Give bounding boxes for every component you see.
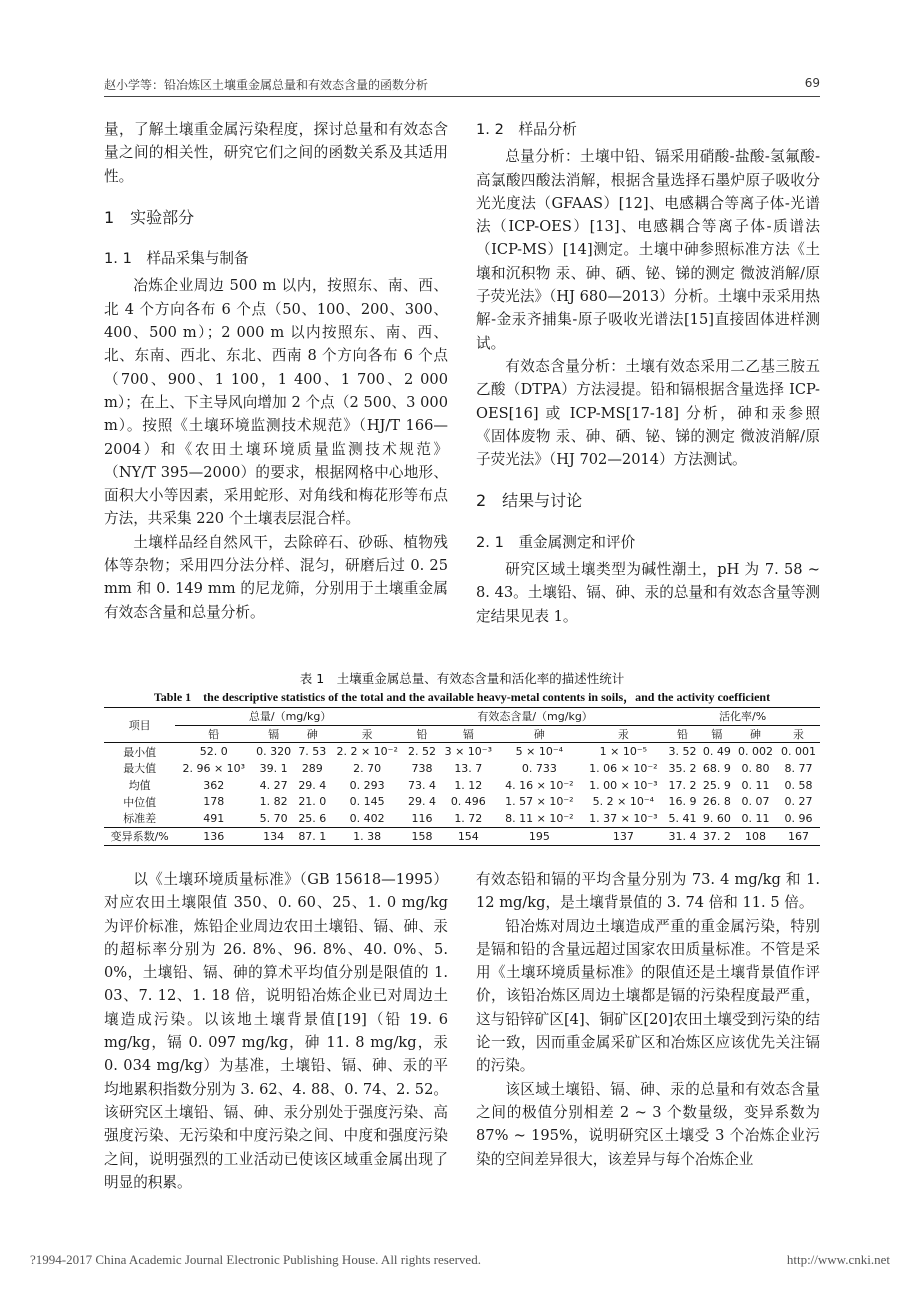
table-cell: 0. 07 bbox=[741, 795, 770, 809]
footer bbox=[30, 1252, 890, 1268]
table-header-metal: 汞 bbox=[792, 728, 804, 742]
table-row bbox=[104, 777, 820, 794]
table-cell: 29. 4 bbox=[298, 778, 327, 792]
table-header-metal: 镉 bbox=[462, 728, 474, 742]
paragraph: 以《土壤环境质量标准》（GB 15618—1995）对应农田土壤限值 350、0. 60、25、1. 0 mg/kg 为评价标准，炼铅企业周边农田土壤铅、镉、砷、汞的超标率分别为 26. 8%、96. 8%、40. 0%、5. 0%，土壤铅、镉、砷的算术平均值分别是限值的 1. 03、7. 12、1. 18 倍，说明铅冶炼企业已对周边土壤造成污染。以该地土壤背景值[19]（铅 19. 6 mg/kg，镉 0. 097 mg/kg，砷 11. 8 mg/kg，汞 0. 034 mg/kg）为基准，土壤铅、镉、砷、汞的平均地累积指数分别为 3. 62、4. 88、0. 74、2. 52。该研究区土壤铅、镉、砷、汞分别处于强度污染、高强度污染、无污染和中度污染之间、中度和强度污染之间，说明强烈的工业活动已使该区域重金属出现了明显的积累。 bbox=[104, 871, 448, 1191]
table-cell: 137 bbox=[581, 827, 665, 845]
table-cell: 167 bbox=[777, 827, 820, 845]
table-cell: 289 bbox=[301, 761, 323, 775]
table-header-activity: 活化率/% bbox=[665, 708, 820, 726]
table-cell: 2. 70 bbox=[353, 761, 382, 775]
copyright-notice: ?1994-2017 China Academic Journal Electronic Publishing House. All rights reserved. bbox=[30, 1252, 481, 1267]
table-cell: 73. 4 bbox=[408, 778, 437, 792]
table-cell: 0. 293 bbox=[349, 778, 385, 792]
table-cell: 0. 96 bbox=[784, 811, 813, 825]
table-header-metal: 铅 bbox=[416, 728, 428, 742]
table-cell: 9. 60 bbox=[702, 811, 731, 825]
table-cell: 52. 0 bbox=[199, 745, 228, 759]
table-header-available: 有效态含量/（mg/kg） bbox=[405, 708, 665, 726]
table-cell: 0. 002 bbox=[738, 745, 773, 759]
table-cell: 738 bbox=[411, 761, 433, 775]
table-header-metal: 铅 bbox=[676, 728, 688, 742]
subsection-heading-1-1: 1. 1 样品采集与制备 bbox=[104, 250, 249, 268]
table-header-metal: 汞 bbox=[617, 728, 629, 742]
table-header-item: 项目 bbox=[104, 708, 175, 743]
table-cell: 491 bbox=[203, 811, 225, 825]
table-header-total: 总量/（mg/kg） bbox=[175, 708, 404, 726]
table-header-metal: 汞 bbox=[361, 728, 373, 742]
paragraph: 冶炼企业周边 500 m 以内，按照东、南、西、北 4 个方向各布 6 个点（50、100、200、300、400、500 m）；2 000 m 以内按照东、南、西、北、东南、西北、东北、西南 8 个方向各布 6 个点（700、900、1 100，1 400、1 700、2 000 m）；在上、下主导风向增加 2 个点（2 500、3 000 m）。按照《土壤环境监测技术规范》（HJ/T 166—2004）和《农田土壤环境质量监测技术规范》（NY/T 395—2000）的要求，根据网格中心地形、面积大小等因素，采用蛇形、对角线和梅花形等布点方法，共采集 220 个土壤表层混合样。 bbox=[104, 277, 448, 528]
paragraph: 有效态铅和镉的平均含量分别为 73. 4 mg/kg 和 1. 12 mg/kg，是土壤背景值的 3. 74 倍和 11. 5 倍。 bbox=[476, 871, 820, 912]
table-cell: 1. 57 × 10⁻² bbox=[505, 795, 574, 809]
table-cell: 3 × 10⁻³ bbox=[444, 745, 493, 759]
table-cell: 31. 4 bbox=[665, 827, 699, 845]
table-header-metal: 砷 bbox=[533, 728, 545, 742]
table-cell: 1. 37 × 10⁻³ bbox=[589, 811, 658, 825]
section-heading-2: 2 结果与讨论 bbox=[476, 491, 583, 511]
table-cell: 0. 11 bbox=[741, 778, 770, 792]
table-cell: 7. 53 bbox=[298, 745, 327, 759]
table-row bbox=[104, 760, 820, 777]
table-cell: 0. 58 bbox=[784, 778, 813, 792]
table-cell: 4. 16 × 10⁻² bbox=[505, 778, 574, 792]
row-label: 最大值 bbox=[123, 762, 157, 776]
table-cell: 39. 1 bbox=[259, 761, 288, 775]
table-cell: 108 bbox=[734, 827, 777, 845]
right-column-bottom bbox=[476, 868, 820, 1171]
table-cell: 8. 11 × 10⁻² bbox=[505, 811, 574, 825]
table-cell: 5. 41 bbox=[668, 811, 697, 825]
table-cell: 5. 2 × 10⁻⁴ bbox=[592, 795, 655, 809]
paragraph: 研究区域土壤类型为碱性潮土，pH 为 7. 58 ~ 8. 43。土壤铅、镉、砷、汞的总量和有效态含量等测定结果见表 1。 bbox=[476, 561, 820, 625]
subsection-heading-1-2: 1. 2 样品分析 bbox=[476, 121, 577, 138]
row-label: 均值 bbox=[128, 779, 151, 793]
table-cell: 195 bbox=[497, 827, 581, 845]
table-cell: 25. 9 bbox=[702, 778, 731, 792]
table-cell: 16. 9 bbox=[668, 795, 697, 809]
table-cell: 25. 6 bbox=[298, 811, 327, 825]
table-cell: 17. 2 bbox=[668, 778, 697, 792]
table-cell: 1 × 10⁻⁵ bbox=[599, 745, 648, 759]
row-label: 最小值 bbox=[123, 745, 157, 759]
table-cell: 13. 7 bbox=[454, 761, 483, 775]
table-row bbox=[104, 743, 820, 760]
table-cell: 29. 4 bbox=[408, 795, 437, 809]
paragraph: 铅冶炼对周边土壤造成严重的重金属污染，特别是镉和铅的含量远超过国家农田质量标准。不管是采用《土壤环境质量标准》的限值还是土壤背景值作评价，该铅冶炼区周边土壤都是镉的污染程度最严重，这与铅锌矿区[4]、铜矿区[20]农田土壤受到污染的结论一致，因而重金属采矿区和冶炼区应该优先关注镉的污染。 bbox=[476, 917, 820, 1075]
statistics-table bbox=[104, 707, 820, 846]
table-cell: 0. 496 bbox=[450, 795, 486, 809]
table-row bbox=[104, 827, 820, 845]
table-cell: 21. 0 bbox=[298, 795, 327, 809]
table-header-metal: 铅 bbox=[208, 728, 220, 742]
table-cell: 35. 2 bbox=[668, 761, 697, 775]
left-column-top bbox=[104, 118, 448, 624]
table-header-metal: 镉 bbox=[711, 728, 723, 742]
table-cell: 0. 145 bbox=[349, 795, 385, 809]
table-cell: 0. 402 bbox=[349, 811, 385, 825]
running-header bbox=[104, 74, 820, 94]
paragraph: 土壤样品经自然风干，去除碎石、砂砾、植物残体等杂物；采用四分法分样、混匀，研磨后过 0. 25 mm 和 0. 149 mm 的尼龙筛，分别用于土壤重金属有效态含量和总量分析。 bbox=[104, 533, 448, 621]
table-cell: 1. 82 bbox=[259, 795, 288, 809]
row-label: 中位值 bbox=[123, 795, 157, 809]
table-cell: 1. 00 × 10⁻³ bbox=[589, 778, 658, 792]
table-cell: 1. 72 bbox=[454, 811, 483, 825]
table-cell: 2. 52 bbox=[408, 745, 437, 759]
row-label: 变异系数/% bbox=[104, 827, 175, 845]
table-cell: 4. 27 bbox=[259, 778, 288, 792]
table-cell: 5. 70 bbox=[259, 811, 288, 825]
page-number: 69 bbox=[804, 76, 820, 90]
table-cell: 134 bbox=[252, 827, 295, 845]
table-cell: 0. 27 bbox=[784, 795, 813, 809]
table-cell: 154 bbox=[439, 827, 497, 845]
section-heading-1: 1 实验部分 bbox=[104, 207, 195, 227]
table-header-metal: 镉 bbox=[268, 728, 280, 742]
table-cell: 0. 733 bbox=[521, 761, 557, 775]
table-cell: 0. 320 bbox=[256, 745, 292, 759]
right-column-top bbox=[476, 118, 820, 628]
table-row bbox=[104, 810, 820, 827]
header-rule bbox=[104, 96, 820, 97]
table-cell: 1. 38 bbox=[330, 827, 405, 845]
table-cell: 0. 001 bbox=[780, 745, 816, 759]
table-cell: 2. 2 × 10⁻² bbox=[336, 745, 398, 759]
table-cell: 68. 9 bbox=[702, 761, 731, 775]
table-cell: 0. 11 bbox=[741, 811, 770, 825]
table-cell: 0. 80 bbox=[741, 761, 770, 775]
table-cell: 136 bbox=[175, 827, 252, 845]
table-cell: 178 bbox=[203, 795, 225, 809]
left-column-bottom bbox=[104, 868, 448, 1194]
table-cell: 2. 96 × 10³ bbox=[182, 761, 246, 775]
table-cell: 116 bbox=[411, 811, 433, 825]
table-cell: 158 bbox=[405, 827, 439, 845]
table-cell: 37. 2 bbox=[700, 827, 734, 845]
paragraph: 总量分析：土壤中铅、镉采用硝酸-盐酸-氢氟酸-高氯酸四酸法消解，根据含量选择石墨炉原子吸收分光光度法（GFAAS）[12]、电感耦合等离子体-光谱法（ICP-OES）[13]、电感耦合等离子体-质谱法（ICP-MS）[14]测定。土壤中砷参照标准方法《土壤和沉积物 汞、砷、硒、铋、锑的测定 微波消解/原子荧光法》（HJ 680—2013）分析。土壤中汞采用热解-金汞齐捕集-原子吸收光谱法[15]直接固体进样测试。 bbox=[476, 148, 820, 352]
table-caption-cn: 表 1 土壤重金属总量、有效态含量和活化率的描述性统计 bbox=[299, 671, 625, 686]
table-cell: 1. 12 bbox=[454, 778, 483, 792]
running-title: 赵小学等：铅冶炼区土壤重金属总量和有效态含量的函数分析 bbox=[104, 78, 429, 92]
table-caption-en: Table 1 the descriptive statistics of the total and the available heavy-metal contents in soils，and the activity coefficient bbox=[153, 690, 771, 704]
subsection-heading-2-1: 2. 1 重金属测定和评价 bbox=[476, 533, 636, 551]
table-cell: 5 × 10⁻⁴ bbox=[515, 745, 564, 759]
paragraph: 该区域土壤铅、镉、砷、汞的总量和有效态含量之间的极值分别相差 2 ~ 3 个数量级，变异系数为 87% ~ 195%，说明研究区土壤受 3 个冶炼企业污染的空间差异很大，该差异与每个冶炼企业 bbox=[476, 1080, 820, 1168]
table-row bbox=[104, 793, 820, 810]
table-header-metal: 砷 bbox=[750, 728, 761, 742]
table-cell: 1. 06 × 10⁻² bbox=[589, 761, 658, 775]
table-header-metal: 砷 bbox=[306, 728, 318, 742]
table-cell: 8. 77 bbox=[784, 761, 813, 775]
table-cell: 87. 1 bbox=[295, 827, 329, 845]
table-cell: 26. 8 bbox=[702, 795, 731, 809]
footer-url: http://www.cnki.net bbox=[786, 1252, 890, 1267]
paragraph: 有效态含量分析：土壤有效态采用二乙基三胺五乙酸（DTPA）方法浸提。铅和镉根据含量选择 ICP-OES[16] 或 ICP-MS[17-18] 分析，砷和汞参照《固体废物 汞、砷、硒、铋、锑的测定 微波消解/原子荧光法》（HJ 702—2014）方法测试。 bbox=[476, 357, 820, 469]
table-cell: 0. 49 bbox=[702, 745, 731, 759]
table-cell: 3. 52 bbox=[668, 745, 697, 759]
row-label: 标准差 bbox=[123, 812, 157, 826]
paragraph: 量，了解土壤重金属污染程度，探讨总量和有效态含量之间的相关性，研究它们之间的函数关系及其适用性。 bbox=[104, 121, 448, 185]
table-cell: 362 bbox=[203, 778, 225, 792]
